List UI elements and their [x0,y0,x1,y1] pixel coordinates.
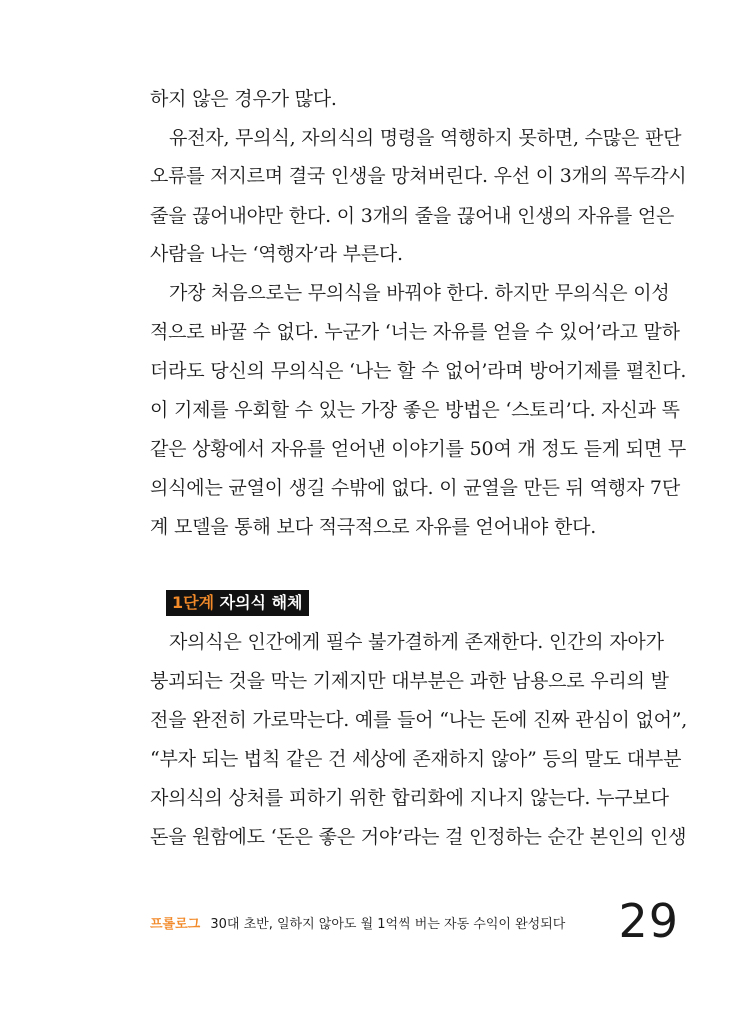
section-title: 자의식 해체 [219,593,303,612]
body-line-1: 하지 않은 경우가 많다. [150,88,337,110]
body-line-3: 오류를 저지르며 결국 인생을 망쳐버린다. 우선 이 3개의 꼭두각시 [150,165,687,187]
footer-label: 프롤로그 [150,917,201,932]
section-heading [166,590,309,616]
body-line-10: 같은 상황에서 자유를 얻어낸 이야기를 50여 개 정도 듣게 되면 무 [150,438,687,460]
page-number: 29 [618,894,679,948]
body-line-11: 의식에는 균열이 생길 수밖에 없다. 이 균열을 만든 뒤 역행자 7단 [150,477,680,499]
section-line-3: 전을 완전히 가로막는다. 예를 들어 “나는 돈에 진짜 관심이 없어”, [150,709,688,731]
body-line-7: 적으로 바꿀 수 없다. 누군가 ‘너는 자유를 얻을 수 있어’라고 말하 [150,321,680,343]
section-line-1: 자의식은 인간에게 필수 불가결하게 존재한다. 인간의 자아가 [169,631,664,653]
section-line-4: “부자 되는 법칙 같은 건 세상에 존재하지 않아” 등의 말도 대부분 [150,748,682,770]
body-line-2: 유전자, 무의식, 자의식의 명령을 역행하지 못하면, 수많은 판단 [169,127,682,149]
section-number: 1단계 [172,593,215,612]
section-line-5: 자의식의 상처를 피하기 위한 합리화에 지나지 않는다. 누구보다 [150,787,669,809]
footer-title: 30대 초반, 일하지 않아도 월 1억씩 버는 자동 수익이 완성되다 [210,917,566,932]
body-line-9: 이 기제를 우회할 수 있는 가장 좋은 방법은 ‘스토리’다. 자신과 똑 [150,399,680,421]
body-line-12: 계 모델을 통해 보다 적극적으로 자유를 얻어내야 한다. [150,516,597,538]
section-line-6: 돈을 원함에도 ‘돈은 좋은 거야’라는 걸 인정하는 순간 본인의 인생 [150,826,687,848]
body-line-8: 더라도 당신의 무의식은 ‘나는 할 수 없어’라며 방어기제를 펼친다. [150,360,687,382]
body-line-4: 줄을 끊어내야만 한다. 이 3개의 줄을 끊어내 인생의 자유를 얻은 [150,205,675,227]
body-line-6: 가장 처음으로는 무의식을 바꿔야 한다. 하지만 무의식은 이성 [169,282,670,304]
running-footer [150,916,565,934]
section-line-2: 붕괴되는 것을 막는 기제지만 대부분은 과한 남용으로 우리의 발 [150,670,669,692]
body-line-5: 사람을 나는 ‘역행자’라 부른다. [150,243,403,265]
